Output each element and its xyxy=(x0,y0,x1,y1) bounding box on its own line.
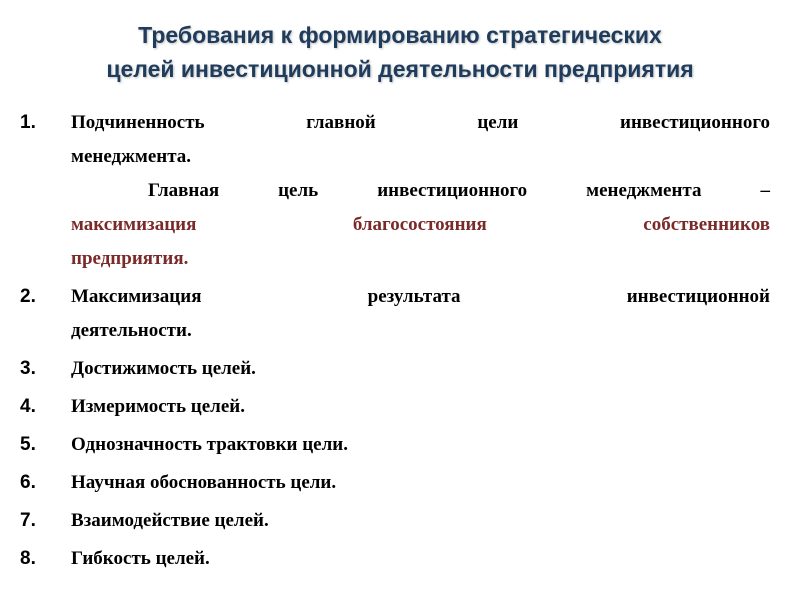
list-item-text: Гибкость целей. xyxy=(71,548,210,569)
list-item-4 xyxy=(0,390,800,424)
word: Максимизация xyxy=(71,286,202,307)
list-number: 1. xyxy=(20,112,36,133)
list-item-text: Взаимодействие целей. xyxy=(71,510,269,531)
list-number: 5. xyxy=(20,434,36,455)
list-item-text-line xyxy=(71,280,770,314)
word: цели xyxy=(477,112,519,133)
list-item-text-line: менеджмента. xyxy=(71,146,192,167)
word: максимизация xyxy=(71,214,197,235)
word: инвестиционного xyxy=(377,180,528,201)
list-item-7 xyxy=(0,504,800,538)
list-item-text: Однозначность трактовки цели. xyxy=(71,434,348,455)
list-item-text-line: деятельности. xyxy=(71,320,192,341)
list-item-text: Достижимость целей. xyxy=(71,358,256,379)
word: цель xyxy=(278,180,319,201)
note-intro xyxy=(71,174,770,208)
main-goal-note xyxy=(0,174,800,276)
list-item-5 xyxy=(0,428,800,462)
list-number: 6. xyxy=(20,472,36,493)
note-accent-line xyxy=(71,208,770,242)
word: результата xyxy=(367,286,461,307)
list-number: 2. xyxy=(20,286,36,307)
word: Подчиненность xyxy=(71,112,205,133)
requirements-list xyxy=(0,106,800,576)
list-number: 4. xyxy=(20,396,36,417)
word: инвестиционного xyxy=(620,112,770,133)
list-item-3 xyxy=(0,352,800,386)
list-item-2 xyxy=(0,280,800,348)
word: собственников xyxy=(643,214,770,235)
title-line-1: Требования к формированию стратегических xyxy=(138,22,662,48)
list-number: 8. xyxy=(20,548,36,569)
list-item-6 xyxy=(0,466,800,500)
word: менеджмента xyxy=(586,180,702,201)
word: – xyxy=(760,180,770,201)
slide-title xyxy=(40,18,760,86)
note-accent-line: предприятия. xyxy=(71,248,189,269)
word: главной xyxy=(306,112,376,133)
title-line-2: целей инвестиционной деятельности предприятия xyxy=(106,56,694,82)
list-number: 7. xyxy=(20,510,36,531)
word: благосостояния xyxy=(352,214,487,235)
list-item-1 xyxy=(0,106,800,174)
list-item-text-line xyxy=(71,106,770,140)
list-item-8 xyxy=(0,542,800,576)
word: инвестиционной xyxy=(626,286,770,307)
list-number: 3. xyxy=(20,358,36,379)
list-item-text: Научная обоснованность цели. xyxy=(71,472,337,493)
list-item-text: Измеримость целей. xyxy=(71,396,245,417)
word: Главная xyxy=(148,180,220,201)
